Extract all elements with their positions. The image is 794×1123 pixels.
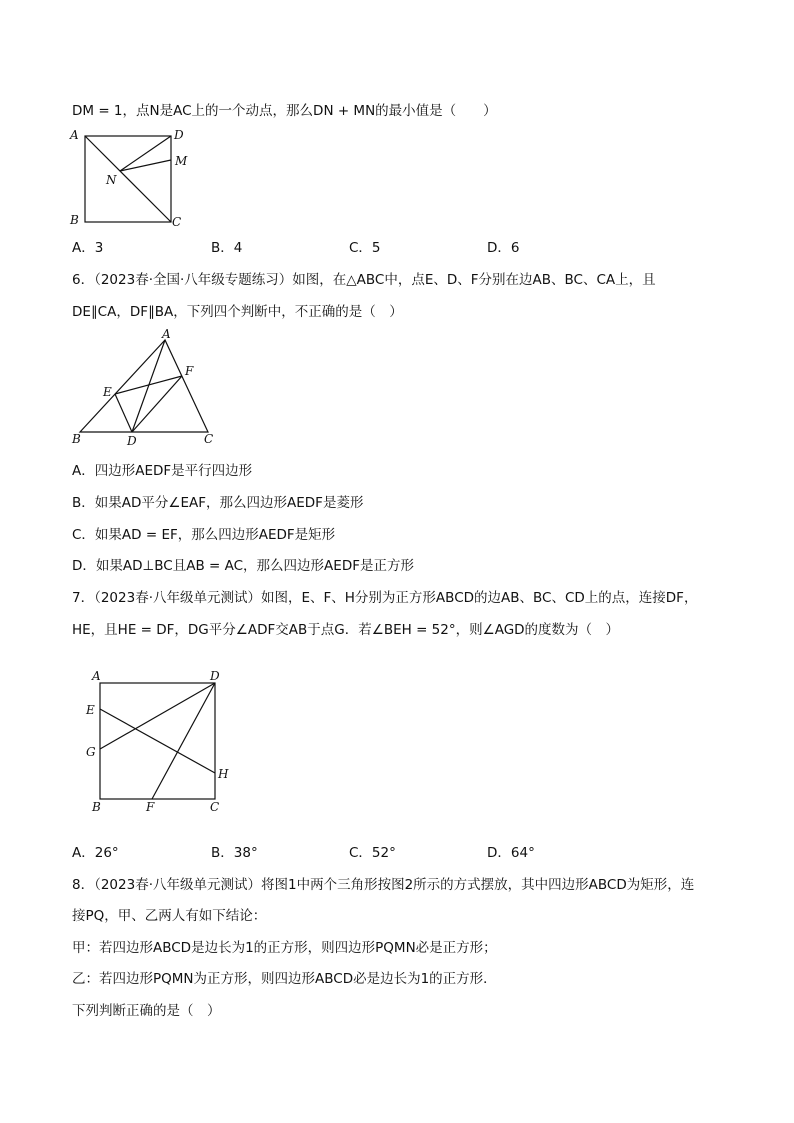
q6-label-a: A xyxy=(162,327,171,341)
q7-label-c: C xyxy=(210,800,220,814)
q6-option-c[interactable]: C．如果AD = EF，那么四边形AEDF是矩形 xyxy=(72,527,336,543)
q6-option-d[interactable]: D．如果AD⊥BC且AB = AC，那么四边形AEDF是正方形 xyxy=(72,558,414,574)
q5-stem: DM = 1，点N是AC上的一个动点，那么DN + MN的最小值是（ ） xyxy=(72,103,497,119)
q5-option-c[interactable]: C．5 xyxy=(349,240,381,256)
q5-option-a[interactable]: A．3 xyxy=(72,240,104,256)
q6-segment-ad xyxy=(132,340,165,432)
q6-stem-line2: DE∥CA，DF∥BA，下列四个判断中，不正确的是（ ） xyxy=(72,304,403,320)
q7-label-d: D xyxy=(210,669,220,683)
q6-stem-line1: 6．（2023春·全国·八年级专题练习）如图，在△ABC中，点E、D、F分别在边AB、BC、CA上，且 xyxy=(72,272,656,288)
q8-stem-line1: 8．（2023春·八年级单元测试）将图1中两个三角形按图2所示的方式摆放，其中四边形ABCD为矩形，连 xyxy=(72,877,695,893)
q6-label-f: F xyxy=(185,364,194,378)
q6-segment-ed xyxy=(115,394,132,432)
q5-figure xyxy=(68,124,188,229)
q7-option-c[interactable]: C．52° xyxy=(349,845,396,861)
q7-label-h: H xyxy=(218,767,229,781)
q7-label-f: F xyxy=(146,800,155,814)
q8-stem-line2: 接PQ，甲、乙两人有如下结论： xyxy=(72,908,267,924)
q7-option-d[interactable]: D．64° xyxy=(487,845,535,861)
q7-stem-line1: 7．（2023春·八年级单元测试）如图，E、F、H分别为正方形ABCD的边AB、BC、CD上的点，连接DF， xyxy=(72,590,698,606)
q6-option-b[interactable]: B．如果AD平分∠EAF，那么四边形AEDF是菱形 xyxy=(72,495,364,511)
q6-segment-df xyxy=(132,376,182,432)
q7-segment-eh xyxy=(100,709,215,773)
q8-statement-yi: 乙：若四边形PQMN为正方形，则四边形ABCD必是边长为1的正方形． xyxy=(72,971,497,987)
q7-label-b: B xyxy=(92,800,101,814)
q8-question: 下列判断正确的是（ ） xyxy=(72,1003,221,1019)
q7-label-e: E xyxy=(86,703,95,717)
q5-label-m: M xyxy=(175,154,188,168)
q6-label-d: D xyxy=(127,434,137,448)
q7-option-a[interactable]: A．26° xyxy=(72,845,119,861)
q6-label-c: C xyxy=(204,432,214,446)
q7-option-b[interactable]: B．38° xyxy=(211,845,258,861)
q7-label-g: G xyxy=(86,745,96,759)
q6-figure xyxy=(70,327,230,448)
q5-diagonal-ac xyxy=(85,136,171,222)
q7-figure xyxy=(84,668,254,818)
q5-option-d[interactable]: D．6 xyxy=(487,240,520,256)
q5-label-d: D xyxy=(174,128,184,142)
q6-label-b: B xyxy=(72,432,81,446)
q6-option-a[interactable]: A．四边形AEDF是平行四边形 xyxy=(72,463,253,479)
q5-option-b[interactable]: B．4 xyxy=(211,240,243,256)
q7-stem-line2: HE，且HE = DF，DG平分∠ADF交AB于点G．若∠BEH = 52°，则∠AGD的度数为（ ） xyxy=(72,622,620,638)
q5-label-b: B xyxy=(70,213,79,227)
q7-label-a: A xyxy=(92,669,101,683)
q5-label-a: A xyxy=(70,128,79,142)
q5-label-c: C xyxy=(172,215,182,229)
q5-label-n: N xyxy=(106,173,117,187)
q6-label-e: E xyxy=(103,385,112,399)
q8-statement-jia: 甲：若四边形ABCD是边长为1的正方形，则四边形PQMN必是正方形； xyxy=(72,940,497,956)
